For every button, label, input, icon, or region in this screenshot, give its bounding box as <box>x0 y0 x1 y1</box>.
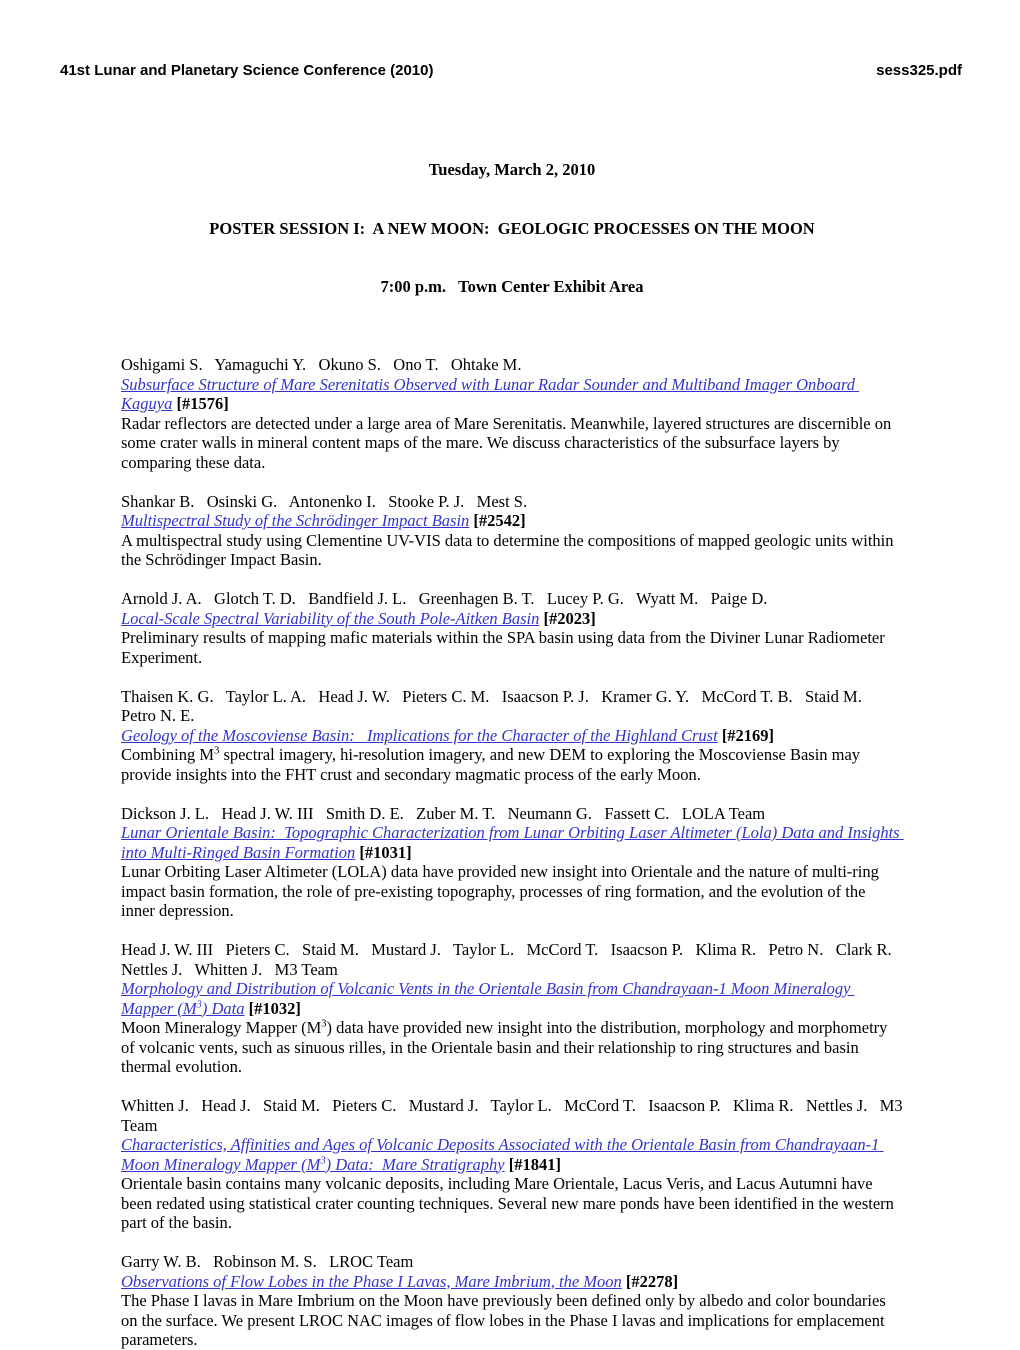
entry-title-link[interactable]: Characteristics, Affinities and Ages of Volcanic Deposits Associated with the Orientale Basin from Chandrayaan-1 Moon Mineralogy Mapper $(M^3)$ Data: Mare Stratigraphy <box>121 1135 884 1174</box>
entry-authors: Arnold J. A. Glotch T. D. Bandfield J. L. Greenhagen B. T. Lucey P. G. Wyatt M. Paige D. <box>121 589 768 608</box>
abstract-entry <box>121 940 903 1077</box>
abstract-entry <box>121 355 903 472</box>
entry-title-line <box>121 1135 903 1174</box>
conference-name-header: 41st Lunar and Planetary Science Conference (2010) <box>60 62 434 79</box>
session-time-location: 7:00 p.m. Town Center Exhibit Area <box>380 277 644 296</box>
entry-title-link[interactable]: Geology of the Moscoviense Basin: Implications for the Character of the Highland Crust <box>121 725 718 745</box>
abstract-entry <box>121 589 903 667</box>
entry-authors: Oshigami S. Yamaguchi Y. Okuno S. Ono T. Ohtake M. <box>121 355 522 374</box>
abstract-entry <box>121 687 903 785</box>
entry-abstract-text: Orientale basin contains many volcanic deposits, including Mare Orientale, Lacus Veris, and Lacus Autumni have been redated using statistical crater counting techniques. Several new mare ponds have been identified in the western part of the basin. <box>121 1174 894 1232</box>
entry-authors: Garry W. B. Robinson M. S. LROC Team <box>121 1252 414 1271</box>
entry-title-link[interactable]: Multispectral Study of the Schrödinger Impact Basin <box>121 511 470 530</box>
entry-title-link[interactable]: Morphology and Distribution of Volcanic Vents in the Orientale Basin from Chandrayaan-1 Moon Mineralogy Mapper $(M^3)$ Data <box>121 979 855 1018</box>
entry-abstract-text: Lunar Orbiting Laser Altimeter (LOLA) data have provided new insight into Orientale and the nature of multi-ring impact basin formation, the role of pre-existing topography, processes of ring formation, and the evolution of the inner depression. <box>121 862 879 920</box>
entry-abstract-number: [#1576] <box>176 394 229 413</box>
entry-abstract-text: A multispectral study using Clementine UV-VIS data to determine the compositions of mapped geologic units within the Schrödinger Impact Basin. <box>121 530 894 569</box>
page-header <box>60 62 962 80</box>
entry-title-link[interactable]: Subsurface Structure of Mare Serenitatis Observed with Lunar Radar Sounder and Multiband Imager Onboard Kaguya <box>121 374 860 413</box>
entry-title-link[interactable]: Local-Scale Spectral Variability of the South Pole-Aitken Basin <box>121 608 540 628</box>
session-date: Tuesday, March 2, 2010 <box>428 160 596 179</box>
entry-abstract-number: [#2169] <box>721 725 775 745</box>
abstract-entry <box>121 1096 907 1233</box>
entries-list <box>121 355 907 1350</box>
entry-title-line <box>121 823 903 862</box>
entry-authors: Dickson J. L. Head J. W. III Smith D. E. Zuber M. T. Neumann G. Fassett C. LOLA Team <box>121 803 766 823</box>
session-content <box>121 121 907 1350</box>
entry-title-line <box>121 609 903 629</box>
entry-authors: Thaisen K. G. Taylor L. A. Head J. W. Pieters C. M. Isaacson P. J. Kramer G. Y. McCord T. B. Staid M. Petro N. E. <box>121 686 875 725</box>
entry-abstract-number: [#2542] <box>473 511 526 530</box>
entry-title-link[interactable]: Lunar Orientale Basin: Topographic Characterization from Lunar Orbiting Laser Altimeter (Lola) Data and Insights into Multi-Ringed Basin Formation <box>121 823 904 862</box>
abstract-entry <box>121 804 903 921</box>
entry-abstract-text: Combining $M^3$ spectral imagery, hi-resolution imagery, and new DEM to exploring the Moscoviense Basin may provide insights into the FHT crust and secondary magmatic process of the early Moon. <box>121 745 861 784</box>
entry-authors: Whitten J. Head J. Staid M. Pieters C. Mustard J. Taylor L. McCord T. Isaacson P. Klima R. Nettles J. M3 Team <box>121 1096 907 1135</box>
entry-title-line <box>121 979 903 1018</box>
abstract-entry <box>121 1252 903 1350</box>
abstract-entry <box>121 492 903 570</box>
entry-abstract-number: [#2023] <box>543 608 596 628</box>
entry-abstract-text: Radar reflectors are detected under a large area of Mare Serenitatis. Meanwhile, layered structures are discernible on some crater walls in mineral content maps of the mare. We discuss characteristics of the subsurface layers by comparing these data. <box>121 413 892 472</box>
session-title: POSTER SESSION I: A NEW MOON: GEOLOGIC PROCESSES ON THE MOON <box>209 218 815 238</box>
entry-authors: Shankar B. Osinski G. Antonenko I. Stooke P. J. Mest S. <box>121 491 528 511</box>
entry-abstract-number: [#1031] <box>359 842 412 862</box>
session-heading <box>121 121 903 336</box>
entry-abstract-number: [#2278] <box>625 1271 679 1291</box>
entry-abstract-number: [#1032] <box>248 998 301 1018</box>
entry-abstract-text: Moon Mineralogy Mapper $(M^3)$ data have provided new insight into the distribution, morphology and morphometry of volcanic vents, such as sinuous rilles, in the Orientale basin and their relationship to ring structures and basin thermal evolution. <box>121 1018 888 1076</box>
entry-title-line <box>121 375 903 414</box>
entry-title-line <box>121 1272 903 1292</box>
entry-authors: Head J. W. III Pieters C. Staid M. Mustard J. Taylor L. McCord T. Isaacson P. Klima R. Petro N. Clark R. Nettles J. Whitten J. M3 Team <box>121 940 904 979</box>
entry-abstract-number: [#1841] <box>508 1154 562 1174</box>
entry-abstract-text: The Phase I lavas in Mare Imbrium on the Moon have previously been defined only by albedo and color boundaries on the surface. We present LROC NAC images of flow lobes in the Phase I lavas and implications for emplacement parameters. <box>121 1291 886 1349</box>
entry-title-line <box>121 726 903 746</box>
entry-abstract-text: Preliminary results of mapping mafic materials within the SPA basin using data from the Diviner Lunar Radiometer Experiment. <box>121 628 885 667</box>
entry-title-line <box>121 511 903 531</box>
entry-title-link[interactable]: Observations of Flow Lobes in the Phase I Lavas, Mare Imbrium, the Moon <box>121 1271 622 1291</box>
filename-header: sess325.pdf <box>876 62 962 79</box>
